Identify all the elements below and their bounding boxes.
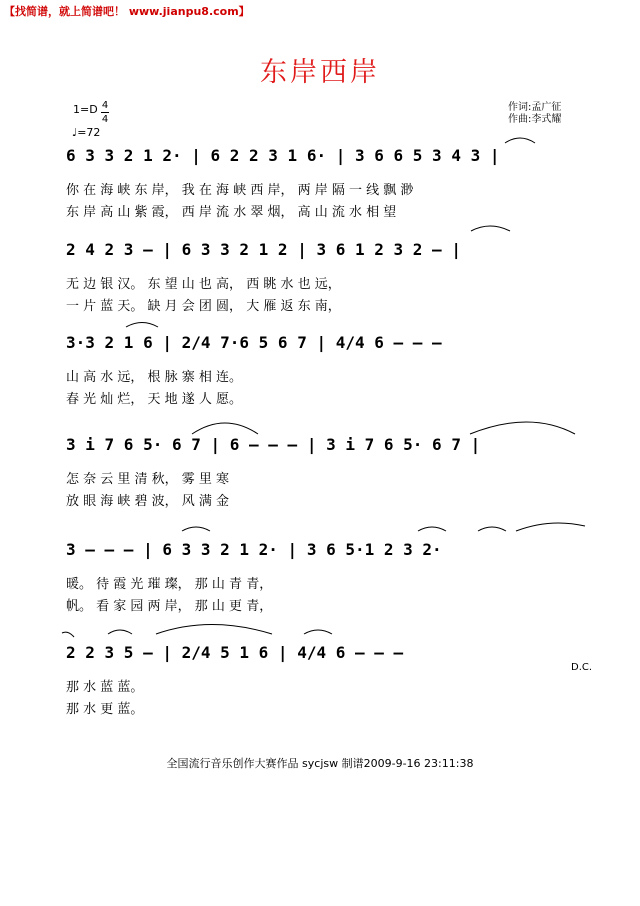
lyric-verse-2: 那 水 更 蓝。 xyxy=(66,702,144,717)
slur xyxy=(516,523,585,531)
slur xyxy=(418,527,446,531)
song-title: 东岸西岸 xyxy=(260,57,380,88)
note-line: 3·3 2 1 6 | 2/4 7·6 5 6 7 | 4/4 6 – – – xyxy=(66,333,442,352)
time-sig-top: 4 xyxy=(101,100,109,111)
slur xyxy=(192,423,258,434)
tempo-value: =72 xyxy=(77,126,101,139)
note-line: 2 2 3 5 – | 2/4 5 1 6 | 4/4 6 – – – xyxy=(66,643,404,662)
note-line: 6 3 3 2 1 2· | 6 2 2 3 1 6· | 3 6 6 5 3 4 3 | xyxy=(66,146,500,165)
slur xyxy=(304,630,332,634)
lyric-verse-1: 那 水 蓝 蓝。 xyxy=(66,680,144,695)
lyricist: 作词:孟广征 xyxy=(508,102,562,113)
da-capo-mark: D.C. xyxy=(571,662,593,673)
lyric-verse-2: 东 岸 高 山 紫 霞， 西 岸 流 水 翠 烟， 高 山 流 水 相 望 xyxy=(66,205,397,220)
quarter-note-icon: ♩ xyxy=(72,126,78,139)
footer-credit: 全国流行音乐创作大赛作品 sycjsw 制谱2009-9-16 23:11:38 xyxy=(166,757,474,770)
site-banner[interactable]: 【找简谱，就上简谱吧！ www.jianpu8.com】 xyxy=(4,5,250,18)
lyric-verse-1: 怎 奈 云 里 清 秋， 雾 里 寒 xyxy=(66,472,230,487)
lyric-verse-2: 帆。 看 家 园 两 岸， 那 山 更 青， xyxy=(66,599,273,614)
lyric-verse-2: 春 光 灿 烂， 天 地 遂 人 愿。 xyxy=(66,392,243,407)
lyric-verse-2: 放 眼 海 峡 碧 波， 风 满 金 xyxy=(66,494,230,509)
lyric-verse-1: 山 高 水 远， 根 脉 寨 相 连。 xyxy=(66,370,243,385)
slur xyxy=(126,323,158,328)
slur xyxy=(156,625,272,635)
lyric-verse-1: 你 在 海 峡 东 岸， 我 在 海 峡 西 岸， 两 岸 隔 一 线 飘 渺 xyxy=(66,183,414,198)
note-line: 3 – – – | 6 3 3 2 1 2· | 3 6 5·1 2 3 2· xyxy=(66,540,442,559)
slur xyxy=(505,138,535,143)
slur xyxy=(471,226,510,231)
slur xyxy=(108,630,132,634)
note-line: 3 i 7 6 5· 6 7 | 6 – – – | 3 i 7 6 5· 6 7 | xyxy=(66,435,481,454)
note-line: 2 4 2 3 – | 6 3 3 2 1 2 | 3 6 1 2 3 2 – | xyxy=(66,240,461,259)
lyric-verse-2: 一 片 蓝 天。 缺 月 会 团 圆， 大 雁 返 东 南， xyxy=(66,299,341,314)
time-sig-bottom: 4 xyxy=(101,114,109,125)
lyric-verse-1: 暖。 待 霞 光 璀 璨， 那 山 青 青， xyxy=(66,577,273,592)
lyric-verse-1: 无 边 银 汉。 东 望 山 也 高， 西 眺 水 也 远， xyxy=(66,277,341,292)
slur xyxy=(470,422,575,434)
slur xyxy=(62,632,74,637)
slur xyxy=(182,527,210,531)
composer: 作曲:李式耀 xyxy=(508,114,562,125)
key-signature: 1=D xyxy=(73,103,98,116)
slur xyxy=(478,527,506,531)
